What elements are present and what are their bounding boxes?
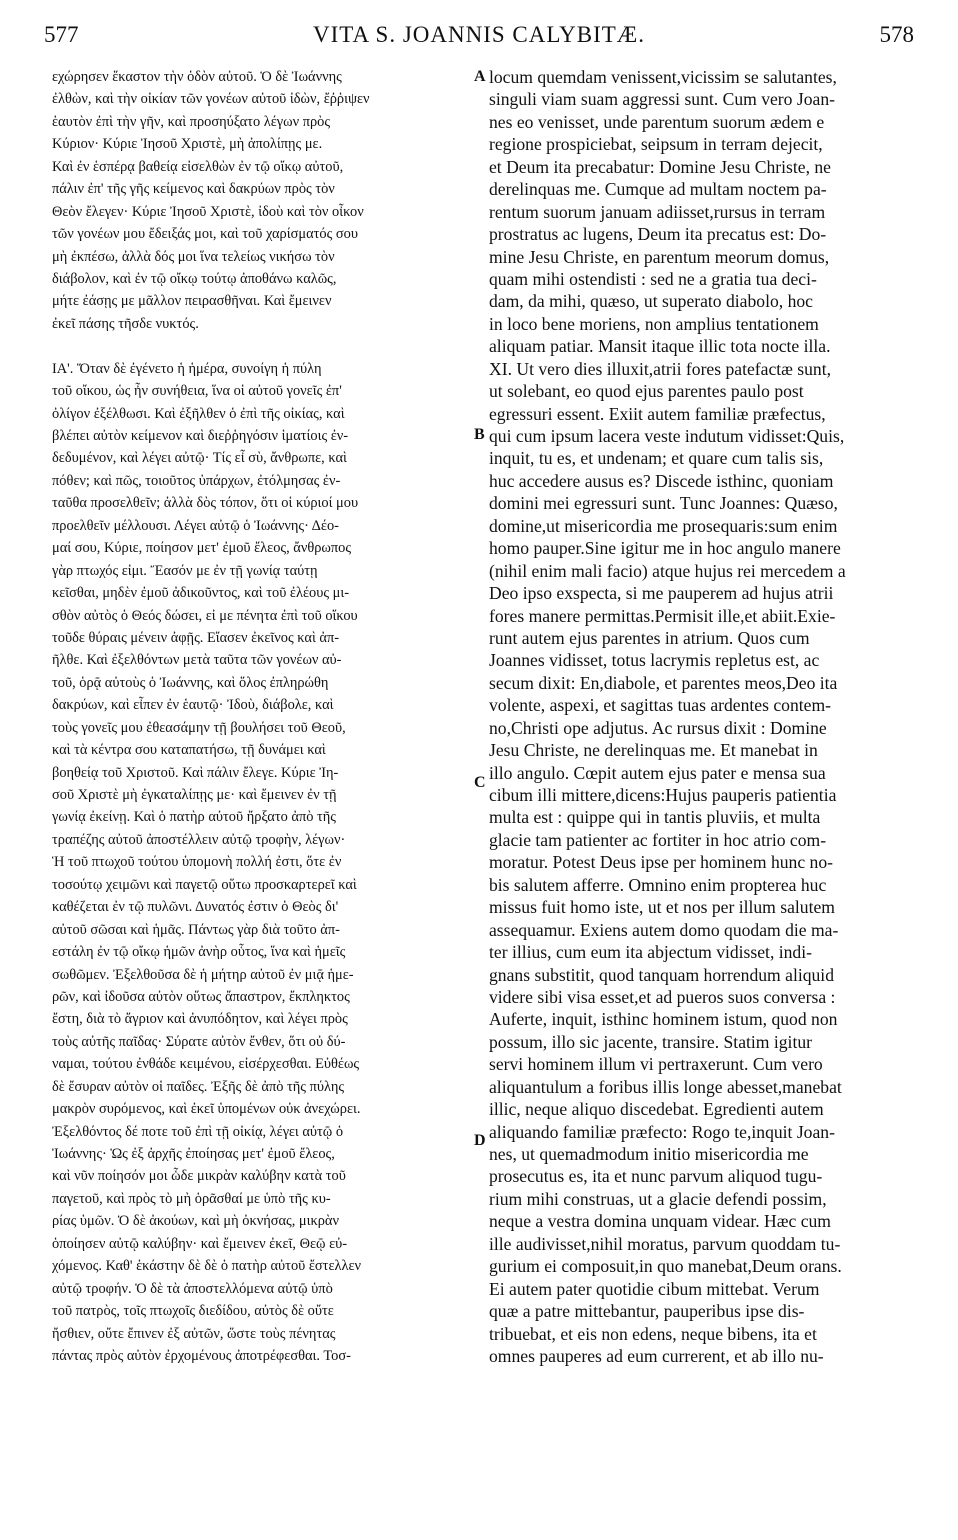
latin-text-line: volente, aspexi, et sagittas tuas ardentes contem- xyxy=(489,695,831,716)
greek-text-line: δακρύων, καὶ εἶπεν ἐν ἑαυτῷ· Ἰδοὺ, διάβολε, καὶ xyxy=(52,697,334,714)
latin-text-line: possum, illo sic jacente, transire. Statim igitur xyxy=(489,1031,812,1052)
greek-column xyxy=(52,66,478,1367)
greek-text-line: πόθεν; καὶ πῶς, τοιοῦτος ὑπάρχων, ἐτόλμησας ἐν- xyxy=(52,472,341,489)
paragraph-gap xyxy=(52,335,478,357)
latin-text-line: inquit, tu es, et undenam; et quare cum talis sis, xyxy=(489,448,824,469)
greek-text-line: αὐτῷ τροφήν. Ὁ δὲ τὰ ἀποστελλόμενα αὐτῷ ὑπὸ xyxy=(52,1280,333,1297)
greek-text-line: δεδυμένον, καὶ λέγει αὐτῷ· Τίς εἶ σὺ, ἄνθρωπε, καὶ xyxy=(52,450,347,467)
greek-text-line: βλέπει αὐτὸν κείμενον καὶ διεῤῥηγόσιν ἱματίοις ἐν- xyxy=(52,428,349,444)
latin-text-line: egressuri essent. Exiit autem familiæ præfectus, xyxy=(489,403,826,424)
latin-text-line: quæ a patre mittebantur, pauperibus ipse dis- xyxy=(489,1301,805,1322)
latin-text-line: in loco bene moriens, non amplius tentationem xyxy=(489,313,819,334)
greek-text-line: ἐκεῖ πάσης τῆσδε νυκτός. xyxy=(52,315,199,332)
latin-text-line: tribuebat, et eis non edens, neque bibens, ita et xyxy=(489,1323,817,1344)
page-number-right: 578 xyxy=(879,22,914,47)
latin-text-line: Auferte, inquit, isthinc hominem istum, quod non xyxy=(489,1009,838,1030)
page-header xyxy=(44,22,914,62)
margin-letter-a: A xyxy=(474,68,486,85)
greek-text-line: μήτε ἐάσῃς με μᾶλλον πειρασθῆναι. Καὶ ἔμεινεν xyxy=(52,293,332,310)
greek-text-line: τραπέζης αὐτοῦ ἀποστέλλειν αὐτῷ τροφὴν, λέγων· xyxy=(52,831,346,848)
latin-text-line: regione prospiciebat, seipsum in terram dejecit, xyxy=(489,134,823,155)
latin-text-line: aliquam patiar. Mansit itaque illic tota nocte illa. xyxy=(489,336,831,357)
greek-text-line: καὶ νῦν ποίησόν μοι ὧδε μικρὰν καλύβην κατὰ τοῦ xyxy=(52,1168,346,1185)
latin-text-line: aliquantulum a foribus illis longe abesset,manebat xyxy=(489,1076,842,1097)
greek-text-line: Καὶ ἐν ἑσπέρᾳ βαθείᾳ εἰσελθὼν ἐν τῷ οἴκῳ αὐτοῦ, xyxy=(52,158,344,175)
greek-text-line: τοῦ οἴκου, ὡς ἦν συνήθεια, ἵνα οἱ αὐτοῦ γονεῖς ἐπ' xyxy=(52,383,342,400)
latin-text-line: ille audivisset,nihil moratus, parvum quoddam tu- xyxy=(489,1233,841,1254)
greek-text-line: τοῦ, ὁρᾷ αὐτοὺς ὁ Ἰωάννης, καὶ ὅλος ἐπληρώθη xyxy=(52,674,329,691)
margin-letter-c: C xyxy=(474,774,486,791)
greek-text-line: Ἐξελθόντος δέ ποτε τοῦ ἐπὶ τῇ οἰκίᾳ, λέγει αὐτῷ ὁ xyxy=(52,1123,344,1140)
greek-text-line: ῆλθε. Καὶ ἐξελθόντων μετὰ ταῦτα τῶν γονέων αὐ- xyxy=(52,652,342,669)
greek-text-line: ἐλθὼν, καὶ τὴν οἰκίαν τῶν γονέων αὐτοῦ ἰδὼν, ἔῤῥιψεν xyxy=(52,91,370,108)
greek-text-line: κεῖσθαι, μηδὲν ἐμοῦ ἀδικοῦντος, καὶ τοῦ ἐλέους μι- xyxy=(52,585,349,602)
latin-text-line: moratur. Potest Deus ipse per hominem hunc no- xyxy=(489,852,833,873)
greek-text-line: γὰρ πτωχός εἰμι. Ἔασόν με ἐν τῇ γωνίᾳ ταύτῃ xyxy=(52,562,318,579)
latin-text-line: ter illius, cum eum ita abjectum vidisset, indi- xyxy=(489,942,812,963)
latin-text-line: fores manere permittas.Permisit ille,et abiit.Exie- xyxy=(489,605,836,626)
greek-text-line: ἤσθιεν, οὔτε ἔπινεν ἐξ αὐτῶν, ὥστε τοὺς πένητας xyxy=(52,1325,336,1342)
latin-text-line: rium mihi construas, ut a glacie defendi possim, xyxy=(489,1188,827,1209)
latin-text-line: bis salutem afferre. Omnino enim propterea huc xyxy=(489,874,827,895)
latin-text-line: runt autem ejus parentes in atrium. Quos cum xyxy=(489,627,810,648)
latin-text-line: quam mihi ostendisti : sed ne a gratia tua deci- xyxy=(489,268,817,289)
greek-text-line: καθέζεται ἐν τῷ πυλῶνι. Δυνατός ἐστιν ὁ Θεὸς δι' xyxy=(52,899,339,916)
latin-text-line: Deo ipso exspecta, si me pauperem ad hujus atrii xyxy=(489,583,834,604)
greek-text-line: βοηθείᾳ τοῦ Χριστοῦ. Καὶ πάλιν ἔλεγε. Κύριε Ἰη- xyxy=(52,764,339,781)
greek-text-line: Ἰωάννης· Ὡς ἐξ ἀρχῆς ἐποίησας μετ' ἐμοῦ ἔλεος, xyxy=(52,1146,335,1162)
latin-text-line: domini mei egressuri sunt. Tunc Joannes: Quæso, xyxy=(489,493,838,514)
latin-text-line: cibum illi mittere,dicens:Hujus pauperis patientia xyxy=(489,785,837,805)
latin-text-line: gurium ei composuit,in quo manebat,Deum orans. xyxy=(489,1256,842,1277)
latin-text-line: et Deum ita precabatur: Domine Jesu Christe, ne xyxy=(489,156,831,177)
greek-text-line: Θεὸν ἔλεγεν· Κύριε Ἰησοῦ Χριστὲ, ἰδοὺ καὶ τὸν οἶκον xyxy=(52,203,364,220)
latin-text-line: videre sibi visa esset,et ad pueros suos conversa : xyxy=(489,986,836,1007)
greek-text-line: Ἡ τοῦ πτωχοῦ τούτου ὑπομονὴ πολλή ἐστι, ὅτε ἐν xyxy=(52,854,342,871)
greek-text-line: ἑαυτὸν ἐπὶ τὴν γῆν, καὶ προσηύξατο λέγων πρὸς xyxy=(52,113,331,130)
greek-text-line: διάβολον, καὶ ἐν τῷ οἴκῳ τούτῳ ἀποθάνω καλῶς, xyxy=(52,270,337,287)
latin-text-line: derelinquas me. Cumque ad multam noctem pa- xyxy=(489,179,827,200)
greek-text-line: ΙΑ'. Ὅταν δὲ ἐγένετο ἡ ἡμέρα, συνοίγη ἡ πύλη xyxy=(52,360,322,377)
latin-text-line: missus fuit homo iste, ut et nos per illum salutem xyxy=(489,897,835,918)
greek-text-line: Κύριον· Κύριε Ἰησοῦ Χριστὲ, μὴ ἀπολίπῃς με. xyxy=(52,136,323,153)
latin-text-line: qui cum ipsum lacera veste indutum vidisset:Quis, xyxy=(489,426,845,446)
greek-text-line: σωθῶμεν. Ἐξελθοῦσα δὲ ἡ μήτηρ αὐτοῦ ἐν μιᾷ ἡμε- xyxy=(52,966,354,983)
latin-text-line: mine Jesu Christe, en parentum meorum domus, xyxy=(489,246,830,267)
latin-text-line: aliquando familiæ præfecto: Rogo te,inquit Joan- xyxy=(489,1121,835,1142)
greek-text-line: ρῶν, καὶ ἰδοῦσα αὐτὸν οὕτως ἄπαστρον, ἔκπληκτος xyxy=(52,988,350,1005)
greek-text-line: τῶν γονέων μου ἔδειξάς μοι, καὶ τοῦ χαρίσματός σου xyxy=(52,226,358,243)
greek-text-line: αὐτοῦ σῶσαι καὶ ἡμᾶς. Πάντως γὰρ διὰ τοῦτο ἀπ- xyxy=(52,921,340,938)
greek-text-line: ρίας ὑμῶν. Ὁ δὲ ἀκούων, καὶ μὴ ὀκνήσας, μικρὰν xyxy=(52,1213,339,1230)
latin-text-line: glacie tam patienter ac fortiter in hoc atrio com- xyxy=(489,829,827,850)
greek-text-line: ναμαι, τούτου ἐνθάδε κειμένου, εἰσέρχεσθαι. Εὐθέως xyxy=(52,1056,360,1073)
greek-text-line: πάντας πρὸς αὐτὸν ἐρχομένους ἀποτρέφεσθαι. Τοσ- xyxy=(52,1347,351,1364)
greek-text-line: προελθεῖν μέλλουσι. Λέγει αὐτῷ ὁ Ἰωάννης· Δέο- xyxy=(52,517,339,534)
greek-text-line: χόμενος. Καθ' ἑκάστην δὲ δὲ ὁ πατὴρ αὐτοῦ ἔστελλεν xyxy=(52,1258,362,1275)
greek-text-line: γωνίᾳ ἐκείνῃ. Καὶ ὁ πατὴρ αὐτοῦ ἤρξατο ἀπὸ τῆς xyxy=(52,809,337,826)
greek-text-line: τοὺς αὐτῆς παῖδας· Σύρατε αὐτὸν ἔνθεν, ὅτι οὐ δύ- xyxy=(52,1033,346,1050)
margin-letter-b: B xyxy=(474,426,485,443)
latin-text-line: (nihil enim mali facio) atque hujus rei mercedem a xyxy=(489,560,846,581)
page-number-left: 577 xyxy=(44,22,79,47)
greek-text-line: ὀλίγον ἐξέλθωσι. Καὶ ἐξῆλθεν ὁ ἐπὶ τῆς οἰκίας, καὶ xyxy=(52,405,345,422)
latin-text-line: illo angulo. Cœpit autem ejus pater e mensa sua xyxy=(489,762,826,783)
greek-text-line: σθὸν αὐτὸς ὁ Θεός δώσει, εἰ με πένητα ἐπὶ τοῦ οἴκου xyxy=(52,607,358,624)
latin-text-line: homo pauper.Sine igitur me in hoc angulo manere xyxy=(489,538,841,559)
greek-text-line: μακρὸν συρόμενος, καὶ ἐκεῖ ὑπομένων οὐκ ἀνεχώρει. xyxy=(52,1101,361,1118)
latin-text-line: assequamur. Exiens autem domo quodam die ma- xyxy=(489,919,839,940)
latin-text-line: singuli viam suam aggressi sunt. Cum vero Joan- xyxy=(489,89,835,110)
greek-text-line: τοῦδε θύραις μένειν ἀφῇς. Εἴασεν ἐκεῖνος καὶ ἀπ- xyxy=(52,629,340,646)
greek-text-line: τοσούτῳ χειμῶνι καὶ παγετῷ οὕτω προσκαρτερεῖ καὶ xyxy=(52,876,357,893)
latin-column xyxy=(489,66,917,1367)
latin-text-line: prosecutus es, ita et nunc parvum aliquod tugu- xyxy=(489,1166,823,1187)
latin-text-line: nes, ut quemadmodum initio misericordia me xyxy=(489,1144,809,1164)
running-title: VITA S. JOANNIS CALYBITÆ. xyxy=(312,22,645,47)
latin-text-line: huc accedere ausus es? Discede isthinc, quoniam xyxy=(489,470,834,491)
latin-text-line: neque a vestra domina unquam videar. Hæc cum xyxy=(489,1211,831,1232)
latin-text-line: rentum suorum januam adiisset,rursus in terram xyxy=(489,201,826,222)
latin-text-line: nes eo venisset, unde parentum suorum ædem e xyxy=(489,111,825,132)
latin-text-line: ut solebant, eo quod ejus parentes paulo post xyxy=(489,381,804,402)
greek-text-line: μὴ ἐκπέσω, ἀλλὰ δός μοι ἵνα τελείως νικήσω τὸν xyxy=(52,248,335,265)
greek-text-line: παγετοῦ, καὶ πρὸς τὸ μὴ ὁρᾶσθαί με ὑπὸ τῆς κυ- xyxy=(52,1190,331,1207)
greek-text-line: τοὺς γονεῖς μου ἐθεασάμην τῇ βουλήσει τοῦ Θεοῦ, xyxy=(52,719,346,736)
greek-text-line: εχώρησεν ἕκαστον τὴν ὁδὸν αὐτοῦ. Ὁ δὲ Ἰωάννης xyxy=(52,69,342,85)
latin-text-line: Joannes vidisset, totus lacrymis repletus est, ac xyxy=(489,650,820,671)
latin-text-line: dam, da mihi, quæso, ut superato diabolo, hoc xyxy=(489,291,813,312)
latin-text-line: gnans substitit, quod tanquam horrendum aliquid xyxy=(489,964,834,985)
greek-text-line: ὁποίησεν αὐτῷ καλύβην· καὶ ἔμεινεν ἐκεῖ, Θεῷ εὐ- xyxy=(52,1235,348,1252)
greek-text-line: ἔστη, διὰ τὸ ἄγριον καὶ ἀνυπόδητον, καὶ λέγει πρὸς xyxy=(52,1011,348,1028)
latin-text-line: Jesu Christe, ne derelinquas me. Et manebat in xyxy=(489,740,818,761)
greek-text-line: τοῦ πατρὸς, τοῖς πτωχοῖς διεδίδου, αὐτὸς δὲ οὔτε xyxy=(52,1303,334,1320)
latin-text-line: XI. Ut vero dies illuxit,atrii fores patefactæ sunt, xyxy=(489,358,832,379)
greek-text-line: ταῦθα προσελθεῖν; ἀλλὰ δὸς τόπον, ὅτι οἱ κύριοί μου xyxy=(52,495,359,512)
margin-letter-d: D xyxy=(474,1132,486,1149)
greek-text-line: καὶ τὰ κέντρα σου καταπατήσω, τῇ δυνάμει καὶ xyxy=(52,742,326,759)
greek-text-line: δὲ ἔσυραν αὐτὸν οἱ παῖδες. Ἐξῆς δὲ ἀπὸ τῆς πύλης xyxy=(52,1078,345,1095)
latin-text-line: no,Christi ope adjutus. Ac rursus dixit : Domine xyxy=(489,717,827,738)
latin-text-line: servi hominem illum vi pertraxerunt. Cum vero xyxy=(489,1054,823,1075)
latin-text-line: Ei autem pater quotidie cibum mittebat. Verum xyxy=(489,1278,820,1299)
greek-text-line: μαί σου, Κύριε, ποίησον μετ' ἐμοῦ ἔλεος, ἄνθρωπος xyxy=(52,540,352,557)
greek-text-line: εστάλη ἐν τῷ οἴκῳ ἡμῶν ἀνὴρ οὗτος, ἵνα καὶ ἡμεῖς xyxy=(52,944,346,961)
latin-text-line: prostratus ac lugens, Deum ita precatus est: Do- xyxy=(489,224,827,245)
greek-text-line: πάλιν ἐπ' τῆς γῆς κείμενος καὶ δακρύων πρὸς τὸν xyxy=(52,181,335,198)
latin-text-line: locum quemdam venissent,vicissim se salutantes, xyxy=(489,67,837,87)
greek-text-line: σοῦ Χριστὲ μὴ ἐγκαταλίπῃς με· καὶ ἔμεινεν ἐν τῇ xyxy=(52,787,337,803)
latin-text-line: illic, neque aliquo discedebat. Egredienti autem xyxy=(489,1099,824,1120)
latin-text-line: domine,ut misericordia me prosequaris:sum enim xyxy=(489,515,838,536)
latin-text-line: omnes pauperes ad eum currerent, et ab illo nu- xyxy=(489,1345,824,1366)
latin-text-line: multa est : quippe qui in tantis pluviis, et multa xyxy=(489,807,821,828)
latin-text-line: secum dixit: En,diabole, et parentes meos,Deo ita xyxy=(489,672,838,693)
